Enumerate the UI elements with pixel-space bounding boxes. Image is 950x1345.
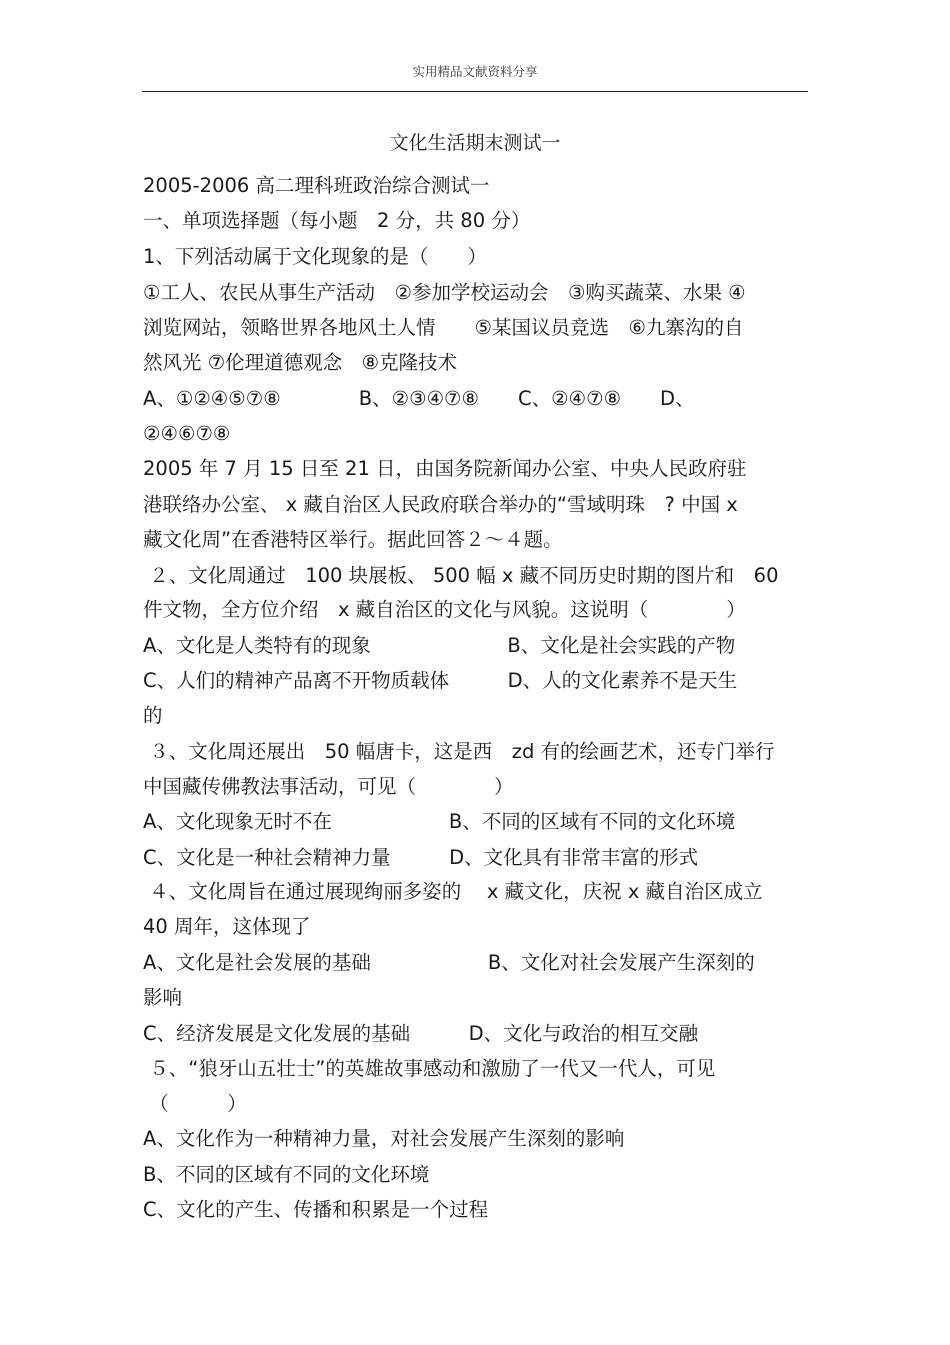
text-line: C、经济发展是文化发展的基础 D、文化与政治的相互交融 xyxy=(143,1022,699,1045)
text-line: 影响 xyxy=(143,986,183,1009)
text-line: A、文化是人类特有的现象 B、文化是社会实践的产物 xyxy=(143,634,736,657)
text-line: 藏文化周”在香港特区举行。据此回答２～４题。 xyxy=(143,528,563,551)
text-line: ①工人、农民从事生产活动 ②参加学校运动会 ③购买蔬菜、水果 ④ xyxy=(143,281,746,304)
text-line: 港联络办公室、 x 藏自治区人民政府联合举办的“雪域明珠 ? 中国 x xyxy=(143,493,738,516)
text-line: 的 xyxy=(143,704,163,727)
text-line: 件文物，全方位介绍 x 藏自治区的文化与风貌。这说明（ ） xyxy=(143,598,746,621)
text-line: 然风光 ⑦伦理道德观念 ⑧克隆技术 xyxy=(143,351,458,374)
text-line: ５、“狼牙山五壮士”的英雄故事感动和激励了一代又一代人，可见 xyxy=(143,1057,716,1080)
text-line: A、文化现象无时不在 B、不同的区域有不同的文化环境 xyxy=(143,810,736,833)
text-line: 一、单项选择题（每小题 2 分，共 80 分） xyxy=(143,209,531,232)
text-line: A、①②④⑤⑦⑧ B、②③④⑦⑧ C、②④⑦⑧ D、 xyxy=(143,387,695,410)
text-line: 40 周年，这体现了 xyxy=(143,915,311,938)
text-line: ２、文化周通过 100 块展板、 500 幅 x 藏不同历史时期的图片和 60 xyxy=(143,564,779,587)
text-line: ②④⑥⑦⑧ xyxy=(143,422,231,445)
text-line: 1、下列活动属于文化现象的是（ ） xyxy=(143,245,487,268)
text-line: C、人们的精神产品离不开物质载体 D、人的文化素养不是天生 xyxy=(143,669,738,692)
text-line: 2005 年 7 月 15 日至 21 日，由国务院新闻办公室、中央人民政府驻 xyxy=(143,457,747,480)
header-rule xyxy=(142,91,808,92)
text-line: C、文化是一种社会精神力量 D、文化具有非常丰富的形式 xyxy=(143,846,699,869)
page-title: 文化生活期末测试一 xyxy=(389,132,561,154)
text-line: 中国藏传佛教法事活动，可见（ ） xyxy=(143,775,514,798)
text-line: A、文化作为一种精神力量，对社会发展产生深刻的影响 xyxy=(143,1127,625,1150)
text-line: A、文化是社会发展的基础 B、文化对社会发展产生深刻的 xyxy=(143,951,755,974)
text-line: ３、文化周还展出 50 幅唐卡，这是西 zd 有的绘画艺术，还专门举行 xyxy=(143,740,775,763)
text-line: ４、文化周旨在通过展现绚丽多姿的 x 藏文化，庆祝 x 藏自治区成立 xyxy=(143,880,763,903)
text-line: C、文化的产生、传播和积累是一个过程 xyxy=(143,1198,489,1221)
text-line: B、不同的区域有不同的文化环境 xyxy=(143,1163,430,1186)
text-line: 2005-2006 高二理科班政治综合测试一 xyxy=(143,174,490,197)
text-line: （ ） xyxy=(143,1092,247,1115)
text-line: 浏览网站，领略世界各地风土人情 ⑤某国议员竞选 ⑥九寨沟的自 xyxy=(143,316,744,339)
page-header: 实用精品文献资料分享 xyxy=(412,64,538,79)
